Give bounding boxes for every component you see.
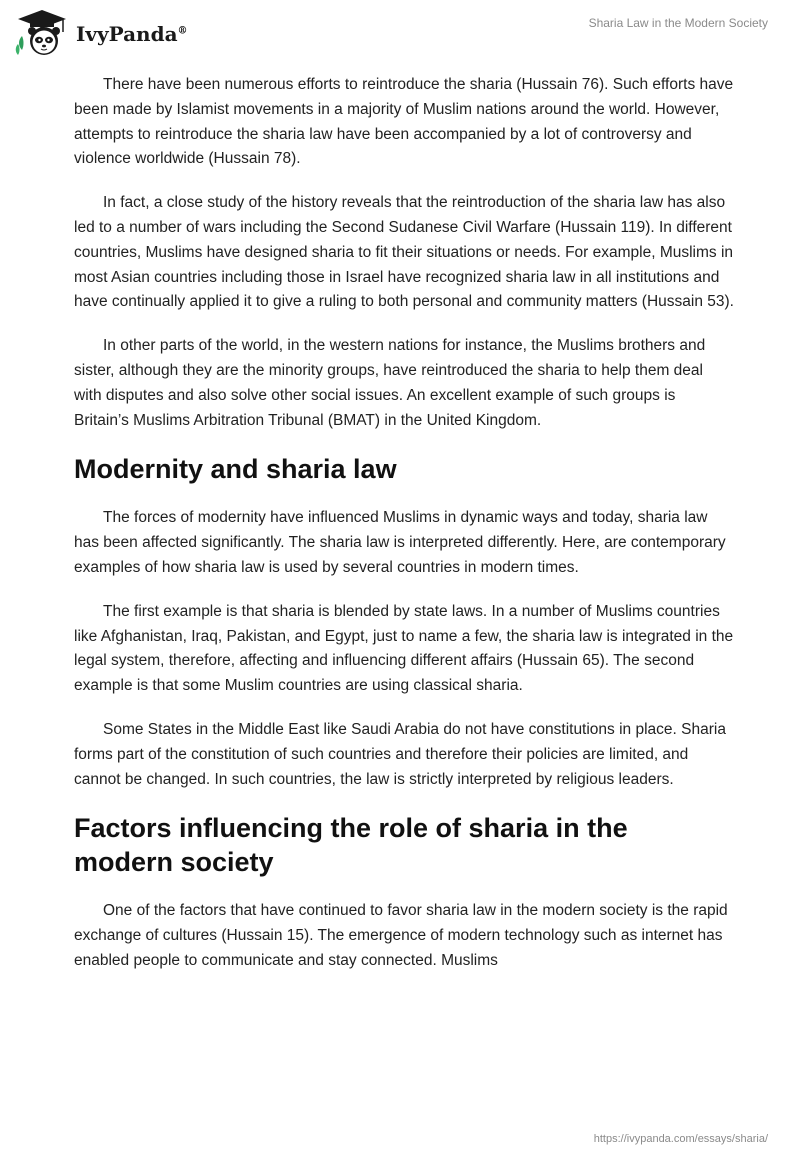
paragraph: The first example is that sharia is blended by state laws. In a number of Muslims countries like Afghanistan, Iraq, Pakistan, and Egypt, just to name a few, the sharia law is integrated in the legal system, therefore, affecting and influencing different affairs (Hussain 65). The second example is that some Muslim countries are using classical sharia. — [74, 602, 734, 695]
paragraph: One of the factors that have continued to favor sharia law in the modern society is the rapid exchange of cultures (Hussain 15). The emergence of modern technology such as internet has enabled people to communicate and stay connected. Muslims — [74, 902, 728, 969]
ivypanda-logo[interactable] — [14, 8, 188, 58]
page-header — [0, 0, 800, 64]
essay-body — [74, 73, 734, 993]
panda-graduate-icon — [14, 8, 70, 58]
section-heading-factors: Factors influencing the role of sharia in the modern society — [74, 813, 628, 878]
registered-mark: ® — [177, 25, 188, 37]
document-title: Sharia Law in the Modern Society — [588, 16, 768, 30]
paragraph: The forces of modernity have influenced Muslims in dynamic ways and today, sharia law has been affected significantly. The sharia law is interpreted differently. Here, are contemporary examples of how sharia law is used by several countries in modern times. — [74, 509, 726, 576]
paragraph: In fact, a close study of the history reveals that the reintroduction of the sharia law has also led to a number of wars including the Second Sudanese Civil Warfare (Hussain 119). In different countries, Muslims have designed sharia to fit their situations or needs. For example, Muslims in most Asian countries including those in Israel have recognized sharia law in all institutions and have continually applied it to give a ruling to both personal and community matters (Hussain 53). — [74, 194, 734, 311]
paragraph: Some States in the Middle East like Saudi Arabia do not have constitutions in place. Sharia forms part of the constitution of such countries and therefore their policies are limited, and cannot be changed. In such countries, the law is strictly interpreted by religious leaders. — [74, 720, 726, 788]
section-heading-modernity: Modernity and sharia law — [74, 454, 397, 485]
brand-name: IvyPanda® — [76, 22, 188, 46]
paragraph: There have been numerous efforts to reintroduce the sharia (Hussain 76). Such efforts have been made by Islamist movements in a majority of Muslim nations around the world. However, attempts to reintroduce the sharia law have been accompanied by a lot of controversy and violence worldwide (Hussain 78). — [74, 76, 734, 168]
paragraph: In other parts of the world, in the western nations for instance, the Muslims brothers and sister, although they are the minority groups, have reintroduced the sharia to help them deal with disputes and also solve other social issues. An excellent example of such groups is Britain’s Muslims Arbitration Tribunal (BMAT) in the United Kingdom. — [74, 337, 706, 429]
source-url[interactable]: https://ivypanda.com/essays/sharia/ — [593, 1133, 768, 1145]
